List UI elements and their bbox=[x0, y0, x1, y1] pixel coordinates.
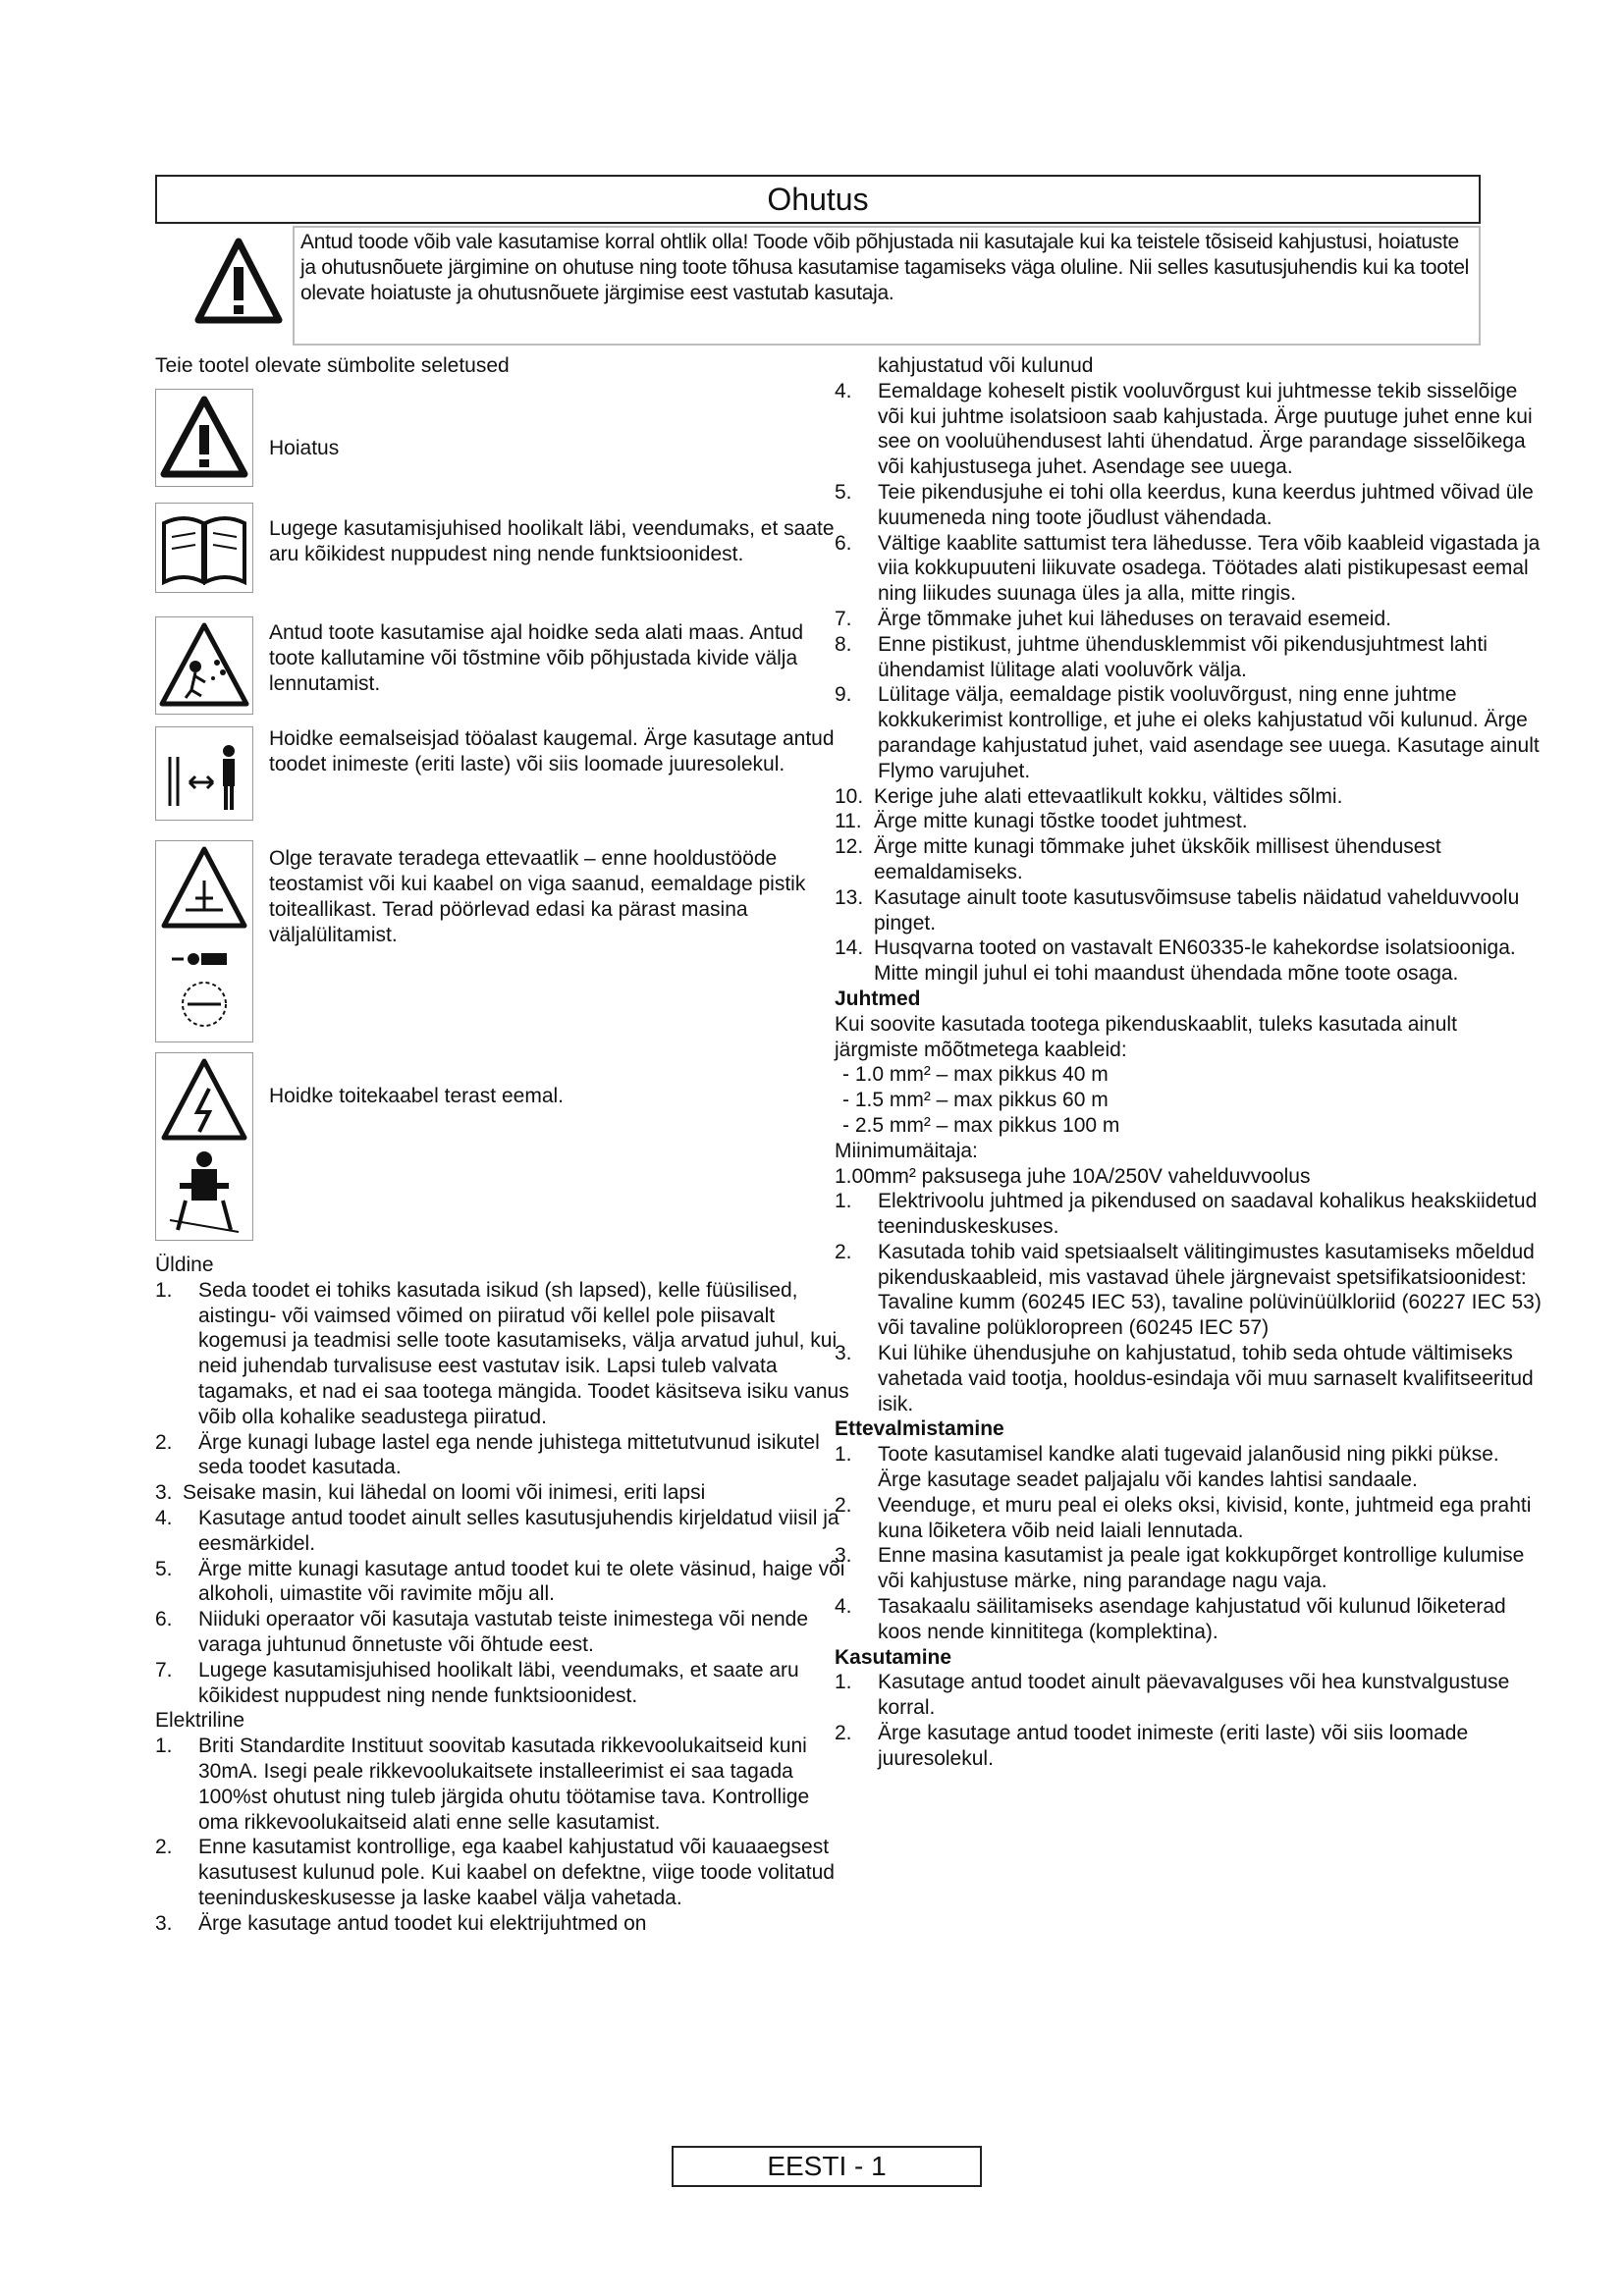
list-item: 2. Ärge kasutage antud toodet inimeste (eriti laste) või siis loomade juuresolekul. bbox=[835, 1722, 1469, 1770]
list-item: 7. Ärge tõmmake juhet kui läheduses on teravaid esemeid. bbox=[835, 607, 1391, 630]
list-item: 5. Ärge mitte kunagi kasutage antud toodet kui te olete väsinud, haige või alkoholi, uimastite või ravimite mõju all. bbox=[155, 1557, 845, 1606]
symbols-heading: Teie tootel olevate sümbolite seletused bbox=[155, 354, 510, 377]
list-item: 13. Kasutage ainult toote kasutusvõimsuse tabelis näidatud vahelduvvoolu pinget. bbox=[835, 885, 1520, 934]
list-item: 2. Kasutada tohib vaid spetsiaalselt välitingimustes kasutamiseks mõeldud pikenduskaableid, mis vastavad ühele järgnevaist spetsifikatsioonidest: Tavaline kumm (60245 IEC 53), tavaline polüvinüülkloriid (60227 IEC 53) või tavaline polükloropreen (60245 IEC 57) bbox=[835, 1240, 1542, 1340]
list-item: 6. Niiduki operaator või kasutaja vastutab teiste inimestega või nende varaga juhtunud õnnetuste või õhtude eest. bbox=[155, 1608, 809, 1656]
list-item: 6. Vältige kaablite sattumist tera lähedusse. Tera võib kaableid vigastada ja viia kokkupuuteni liikuvate osadega. Töötades alati pistikupesast eemal ning liikudes suunaga üles ja alla, mitte ringis. bbox=[835, 531, 1541, 606]
symbol-text: Hoidke toitekaabel terast eemal. bbox=[269, 1085, 564, 1107]
list-item: 1. Elektrivoolu juhtmed ja pikendused on saadaval kohalikus heakskiidetud teeninduskeskuses. bbox=[835, 1190, 1538, 1239]
list-item: 3. Ärge kasutage antud toodet kui elektrijuhtmed on bbox=[155, 1911, 647, 1935]
list-item: 7. Lugege kasutamisjuhised hoolikalt läbi, veendumaks, et saate aru kõikidest nuppudest ning nende funktsioonidest. bbox=[155, 1658, 799, 1707]
list-item: 1. Toote kasutamisel kandke alati tugevaid jalanõusid ning pikki pükse. Ärge kasutage seadet paljajalu või kandes lahtisi sandaale. bbox=[835, 1443, 1499, 1492]
manual-book-icon bbox=[155, 503, 253, 593]
list-item: 14. Husqvarna tooted on vastavalt EN60335-le kahekordse isolatsiooniga. Mitte mingil juhul ei tohi maandust ühendada mõne toote osaga. bbox=[835, 936, 1516, 986]
left-column bbox=[155, 353, 854, 379]
section-heading-elektriline: Elektriline bbox=[155, 1709, 245, 1733]
list-item: 12. Ärge mitte kunagi tõmmake juhet ükskõik millisest ühendusest eemaldamiseks. bbox=[835, 835, 1441, 883]
minimum-text: 1.00mm² paksusega juhe 10A/250V vahelduvvoolus bbox=[835, 1164, 1311, 1188]
right-column bbox=[835, 353, 1542, 1772]
list-item: 4. Kasutage antud toodet ainult selles kasutusjuhendis kirjeldatud viisil ja eesmärkidel. bbox=[155, 1506, 839, 1555]
cable-size: - 1.5 mm² – max pikkus 60 m bbox=[842, 1089, 1109, 1112]
page-title: Ohutus bbox=[155, 175, 1481, 224]
continued-text: kahjustatud või kulunud bbox=[878, 354, 1094, 377]
list-item: 3. Kui lühike ühendusjuhe on kahjustatud, tohib seda ohtude vältimiseks vahetada vaid tootja, hooldus-esindaja või muu sarnaselt kvalifitseeritud isik. bbox=[835, 1342, 1534, 1415]
symbol-text: Olge teravate teradega ettevaatlik – enne hooldustööde teostamist või kui kaabel on viga saanud, eemaldage pistik toiteallikast. Terad pöörlevad edasi ka pärast masina väljalülitamist. bbox=[269, 847, 806, 946]
list-item: 3. Seisake masin, kui lähedal on loomi või inimesi, eriti lapsi bbox=[155, 1481, 706, 1505]
list-item: 2. Ärge kunagi lubage lastel ega nende juhistega mittetutvunud isikutel seda toodet kasutada. bbox=[155, 1430, 820, 1479]
flying-debris-icon bbox=[155, 616, 253, 715]
list-item: 3. Enne masina kasutamist ja peale igat kokkupõrget kontrollige kulumise või kahjustuse märke, ning parandage nagu vaja. bbox=[835, 1544, 1525, 1593]
list-item: 4. Eemaldage koheselt pistik vooluvõrgust kui juhtmesse tekib sisselõige või kui juhtme isolatsioon saab kahjustada. Ärge puutuge juhet enne kui see on vooluühendusest lahti ühendatud. Ärge parandage sisselõikega või kahjustusega juhet. Asendage see uuega. bbox=[835, 379, 1533, 479]
section-heading-kasutamine: Kasutamine bbox=[835, 1645, 952, 1669]
list-item: 1. Seda toodet ei tohiks kasutada isikud (sh lapsed), kelle füüsilised, aistingu- või vaimsed võimed on piiratud või kellel pole piisavalt kogemusi ja teadmisi selle toote kasutamiseks, välja arvatud juhul, kui neid juhendab turvalisuse eest vastutav isik. Lapsi tuleb valvata tagamaks, et nad ei saa tootega mängida. Toodet käsitseva isiku vanus võib olla kohalike seadustega piiratud. bbox=[155, 1278, 849, 1428]
minimum-heading: Miinimumäitaja: bbox=[835, 1139, 978, 1162]
warning-box bbox=[155, 226, 1481, 346]
page-footer: EESTI - 1 bbox=[672, 2146, 982, 2187]
symbol-text: Antud toote kasutamise ajal hoidke seda alati maas. Antud toote kallutamine või tõstmine võib põhjustada kivide välja lennutamist. bbox=[269, 621, 804, 695]
symbol-text: Hoiatus bbox=[269, 437, 340, 459]
bystander-distance-icon bbox=[155, 726, 253, 821]
list-item: 1. Kasutage antud toodet ainult päevavalguses või hea kunstvalgustuse korral. bbox=[835, 1671, 1510, 1720]
list-item: 9. Lülitage välja, eemaldage pistik vooluvõrgust, ning enne juhtme kokkukerimist kontrollige, et juhe ei oleks kahjustatud või kulunud. Ärge parandage kahjustatud juhet, vaid asendage see uuega. Kasutage ainult Flymo varujuhet. bbox=[835, 683, 1540, 782]
list-item: 10. Kerige juhe alati ettevaatlikult kokku, vältides sõlmi. bbox=[835, 784, 1343, 808]
cable-size: - 1.0 mm² – max pikkus 40 m bbox=[842, 1063, 1109, 1087]
sharp-blades-icon bbox=[155, 840, 253, 1042]
list-item: 2. Enne kasutamist kontrollige, ega kaabel kahjustatud või kauaaegsest kasutusest kulunud pole. Kui kaabel on defektne, viige toode volitatud teeninduskeskusesse ja laske kaabel välja vahetada. bbox=[155, 1836, 835, 1909]
left-lower-column bbox=[155, 1253, 854, 1937]
warning-text: Antud toode võib vale kasutamise korral ohtlik olla! Toode võib põhjustada nii kasutajale kui ka teistele tõsiseid kahjustusi, hoiatuste ja ohutusnõuete järgimine on ohutuse ning toote tõhusa kasutamise tagamiseks väga oluline. Nii selles kasutusjuhendis kui ka tootel olevate hoiatuste ja ohutusnõuete järgimise eest vastutab kasutaja. bbox=[293, 226, 1481, 346]
symbol-text: Hoidke eemalseisjad tööalast kaugemal. Ärge kasutage antud toodet inimeste (eriti laste) või siis loomade juuresolekul. bbox=[269, 727, 835, 775]
list-item: 8. Enne pistikust, juhtme ühendusklemmist või pikendusjuhtmest lahti ühendamist lülitage alati vooluvõrk välja. bbox=[835, 632, 1488, 681]
juhtmed-intro: Kui soovite kasutada tootega pikenduskaablit, tuleks kasutada ainult järgmiste mõõtmetega kaableid: bbox=[835, 1012, 1457, 1061]
section-heading-ettevalmistamine: Ettevalmistamine bbox=[835, 1417, 1004, 1441]
list-item: 5. Teie pikendusjuhe ei tohi olla keerdus, kuna keerdus juhtmed võivad üle kuumeneda ning toote jõudlust vähendada. bbox=[835, 480, 1534, 529]
electric-cable-icon bbox=[155, 1052, 253, 1241]
warning-triangle-icon bbox=[155, 389, 253, 487]
list-item: 1. Briti Standardite Instituut soovitab kasutada rikkevoolukaitseid kuni 30mA. Isegi peale rikkevoolukaitsete installeerimist ei saa tagada 100%st ohutust ning tuleb järgida ohutu töötamise tava. Kontrollige oma rikkevoolukaitseid alati enne selle kasutamist. bbox=[155, 1735, 810, 1834]
section-heading-juhtmed: Juhtmed bbox=[835, 987, 921, 1010]
list-item: 11. Ärge mitte kunagi tõstke toodet juhtmest. bbox=[835, 810, 1248, 833]
list-item: 4. Tasakaalu säilitamiseks asendage kahjustatud või kulunud lõiketerad koos nende kinnititega (komplektina). bbox=[835, 1595, 1506, 1643]
section-heading-uldine: Üldine bbox=[155, 1254, 214, 1276]
warning-triangle-icon bbox=[194, 238, 283, 326]
list-item: 2. Veenduge, et muru peal ei oleks oksi, kivisid, konte, juhtmeid ega prahti kuna lõiketera võib neid laiali lennutada. bbox=[835, 1493, 1532, 1542]
symbol-text: Lugege kasutamisjuhised hoolikalt läbi, veendumaks, et saate aru kõikidest nuppudest ning nende funktsioonidest. bbox=[269, 517, 835, 565]
cable-size: - 2.5 mm² – max pikkus 100 m bbox=[842, 1113, 1120, 1137]
